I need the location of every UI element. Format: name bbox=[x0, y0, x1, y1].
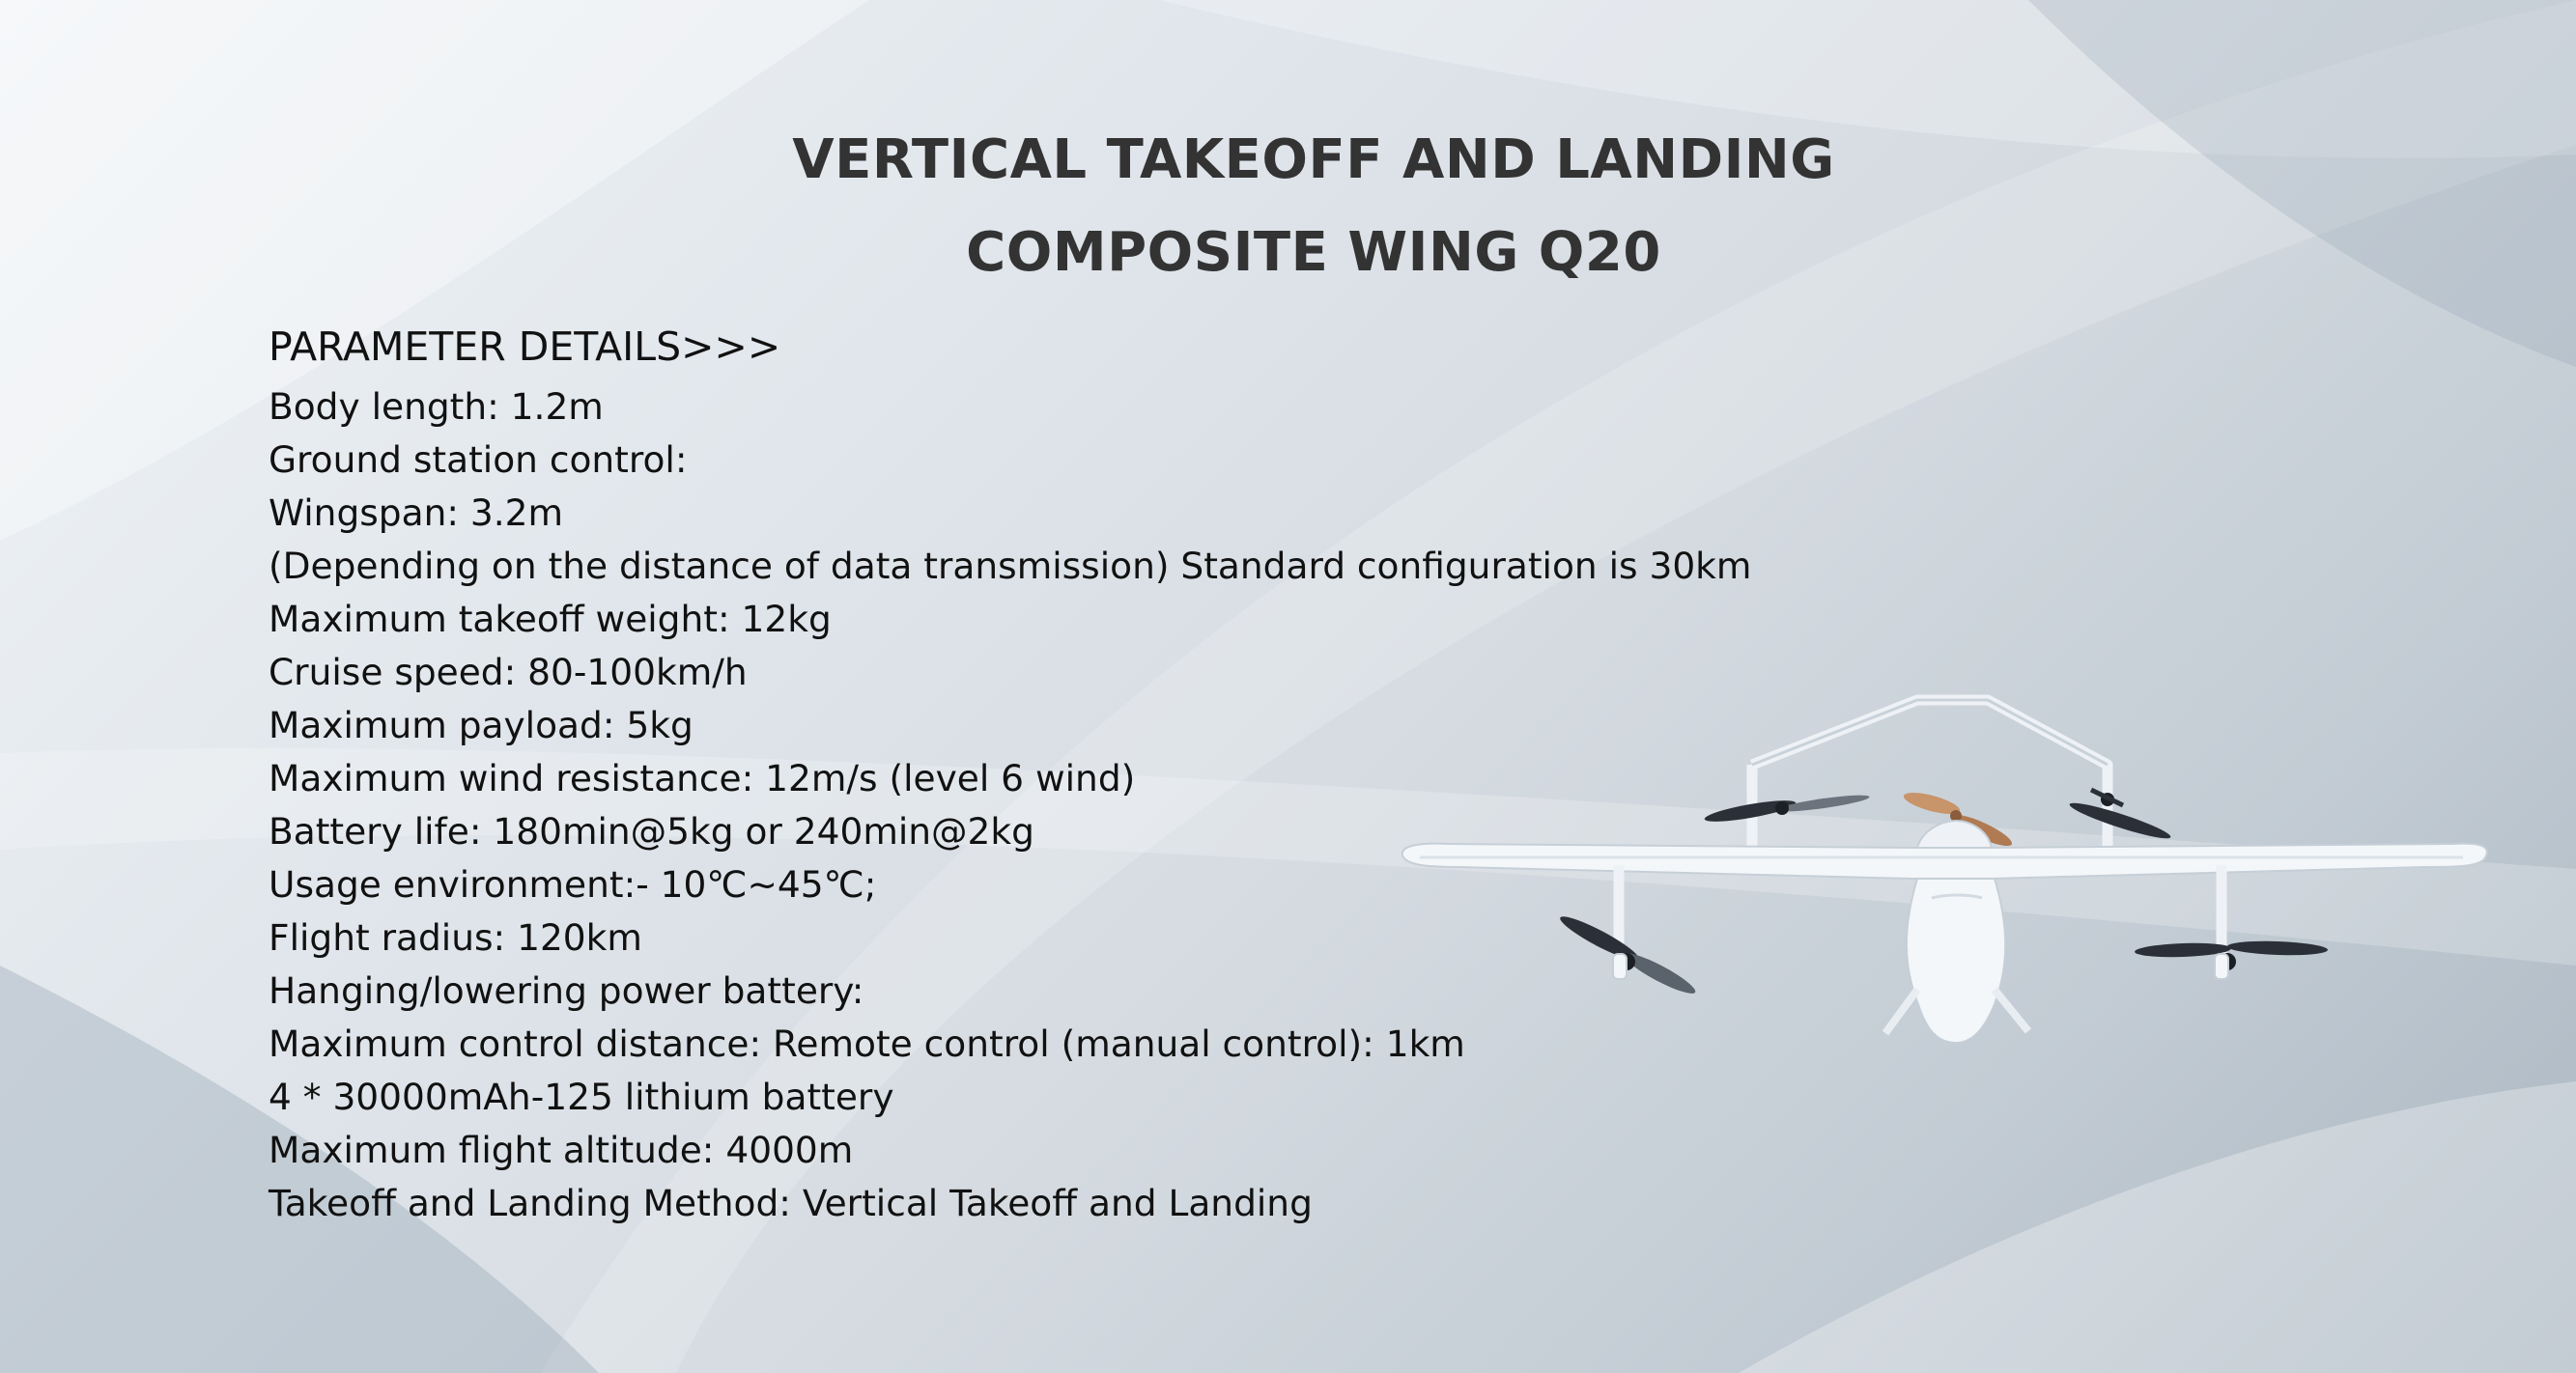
rear-left-propeller-icon bbox=[1704, 792, 1871, 826]
page-title bbox=[0, 114, 2576, 299]
parameter-item: Usage environment:- 10℃~45℃; bbox=[269, 863, 877, 906]
parameter-item: Ground station control: bbox=[269, 438, 688, 481]
parameter-item: 4 * 30000mAh-125 lithium battery bbox=[269, 1076, 894, 1118]
parameter-item: Takeoff and Landing Method: Vertical Takeoff and Landing bbox=[269, 1182, 1313, 1224]
vtol-drone-image bbox=[1391, 676, 2492, 1062]
title-line-2: COMPOSITE WING Q20 bbox=[966, 221, 1661, 284]
parameter-item: Flight radius: 120km bbox=[269, 916, 642, 959]
parameter-item: (Depending on the distance of data transmission) Standard configuration is 30km bbox=[269, 545, 1752, 587]
parameter-item: Maximum control distance: Remote control (manual control): 1km bbox=[269, 1023, 1465, 1065]
parameter-item: Maximum takeoff weight: 12kg bbox=[269, 598, 832, 640]
rear-right-propeller-icon bbox=[2068, 790, 2173, 844]
section-heading: PARAMETER DETAILS>>> bbox=[269, 323, 781, 370]
parameter-item: Maximum payload: 5kg bbox=[269, 704, 694, 746]
front-right-propeller-icon bbox=[2135, 939, 2328, 970]
parameter-item: Hanging/lowering power battery: bbox=[269, 969, 864, 1012]
parameter-item: Battery life: 180min@5kg or 240min@2kg bbox=[269, 810, 1034, 853]
parameter-item: Cruise speed: 80-100km/h bbox=[269, 651, 748, 693]
parameter-item: Wingspan: 3.2m bbox=[269, 491, 564, 534]
parameter-item: Maximum flight altitude: 4000m bbox=[269, 1129, 854, 1171]
front-left-propeller-icon bbox=[1557, 911, 1699, 998]
title-line-1: VERTICAL TAKEOFF AND LANDING bbox=[792, 128, 1835, 191]
parameter-item: Body length: 1.2m bbox=[269, 385, 604, 428]
parameter-item: Maximum wind resistance: 12m/s (level 6 wind) bbox=[269, 757, 1136, 799]
